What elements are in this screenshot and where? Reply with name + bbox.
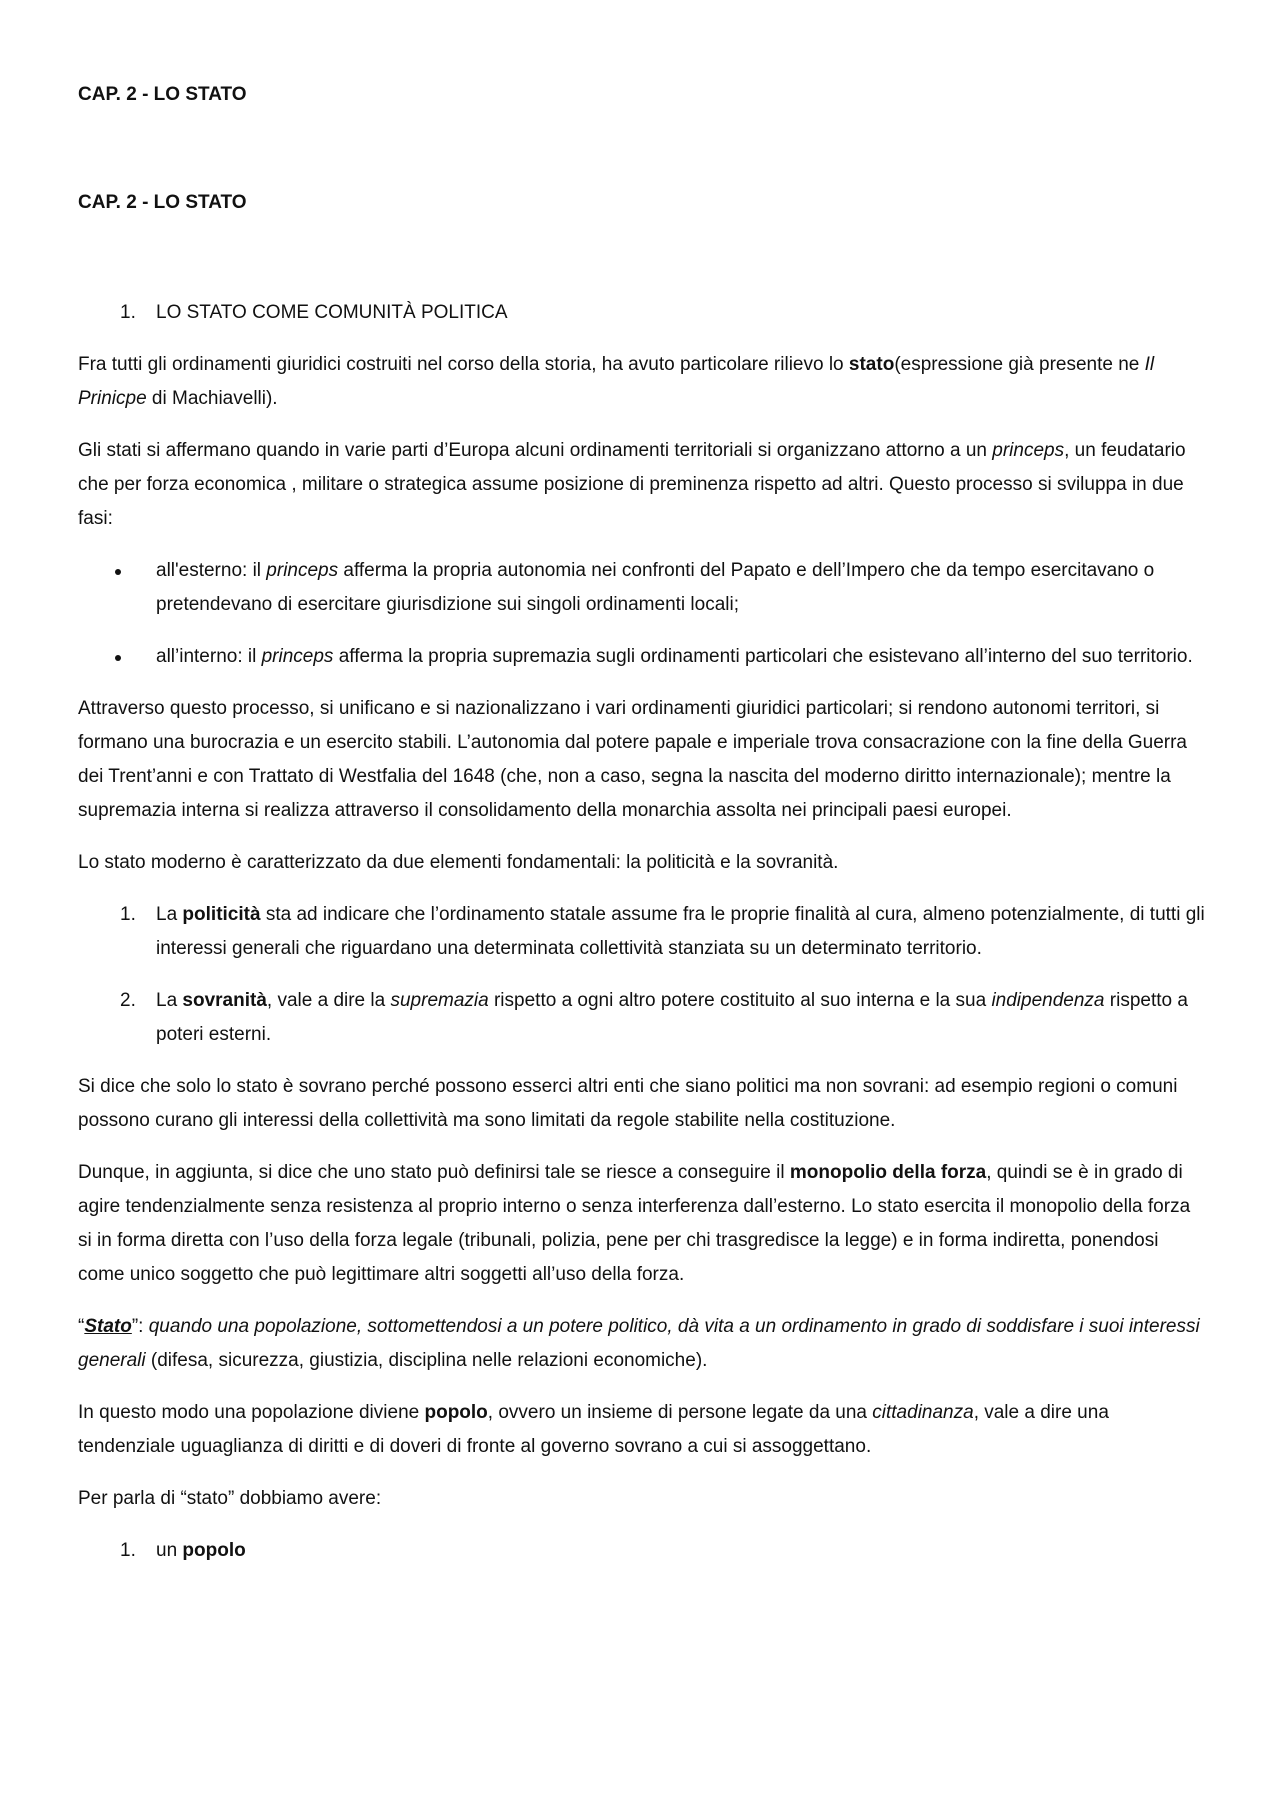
bullet-item: all’interno: il princeps afferma la propria supremazia sugli ordinamenti particolari che esistevano all’interno del suo territorio. [78,640,1208,674]
paragraph-people: In questo modo una popolazione diviene popolo, ovvero un insieme di persone legate da una cittadinanza, vale a dire una tendenziale uguaglianza di diritti e di doveri di fronte al governo sovrano a cui si assoggettano. [78,1402,1109,1457]
bullet-icon [115,569,121,575]
section-heading [78,296,1208,330]
item-number: 2. [120,990,136,1011]
section-title: LO STATO COME COMUNITÀ POLITICA [156,302,508,323]
item-number: 1. [120,1540,136,1561]
numbered-item: 2. La sovranità, vale a dire la supremazia rispetto a ogni altro potere costituito al suo interna e la sua indipendenza rispetto a poteri esterni. [78,984,1208,1052]
bullet-icon [115,655,121,661]
paragraph-process: Attraverso questo processo, si unificano e si nazionalizzano i vari ordinamenti giuridici particolari; si rendono autonomi territori, si formano una burocrazia e un esercito stabili. L’autonomia dal potere papale e imperiale trova consacrazione con la fine della Guerra dei Trent’anni e con Trattato di Westfalia del 1648 (che, non a caso, segna la nascita del moderno diritto internazionale); mentre la supremazia interna si realizza attraverso il consolidamento della monarchia assolta nei principali paesi europei. [78,698,1187,821]
document-page [78,78,1208,1568]
paragraph-definition: “Stato”: quando una popolazione, sottomettendosi a un potere politico, dà vita a un ordinamento in grado di soddisfare i suoi interessi generali (difesa, sicurezza, giustizia, disciplina nelle relazioni economiche). [78,1316,1200,1371]
numbered-item: 1. un popolo [78,1534,1208,1568]
paragraph-sovereignty: Si dice che solo lo stato è sovrano perché possono esserci altri enti che siano politici ma non sovrani: ad esempio regioni o comuni possono curano gli interessi della collettività ma sono limitati da regole stabilite nella costituzione. [78,1076,1178,1131]
paragraph-elements: Lo stato moderno è caratterizzato da due elementi fondamentali: la politicità e la sovranità. [78,852,839,873]
section-number: 1. [120,302,136,323]
bullet-item: all'esterno: il princeps afferma la propria autonomia nei confronti del Papato e dell’Impero che da tempo esercitavano o pretendevano di esercitare giurisdizione sui singoli ordinamenti locali; [78,554,1208,622]
paragraph-formation: Gli stati si affermano quando in varie parti d’Europa alcuni ordinamenti territoriali si organizzano attorno a un princeps, un feudatario che per forza economica , militare o strategica assume posizione di preminenza rispetto ad altri. Questo processo si sviluppa in due fasi: [78,440,1186,529]
numbered-item: 1. La politicità sta ad indicare che l’ordinamento statale assume fra le proprie finalità al cura, almeno potenzialmente, di tutti gli interessi generali che riguardano una determinata collettività stanziata su un determinato territorio. [78,898,1208,966]
paragraph-monopoly: Dunque, in aggiunta, si dice che uno stato può definirsi tale se riesce a conseguire il monopolio della forza, quindi se è in grado di agire tendenzialmente senza resistenza al proprio interno o senza interferenza dall’esterno. Lo stato esercita il monopolio della forza si in forma diretta con l’uso della forza legale (tribunali, polizia, pene per chi trasgredisce la legge) e in forma indiretta, ponendosi come unico soggetto che può legittimare altri soggetti all’uso della forza. [78,1162,1191,1285]
chapter-heading-repeat: CAP. 2 - LO STATO [78,192,247,213]
paragraph-intro: Fra tutti gli ordinamenti giuridici costruiti nel corso della storia, ha avuto particolare rilievo lo stato(espressione già presente ne Il Prinicpe di Machiavelli). [78,354,1155,409]
item-number: 1. [120,904,136,925]
paragraph-requirements: Per parla di “stato” dobbiamo avere: [78,1488,382,1509]
chapter-heading: CAP. 2 - LO STATO [78,84,247,105]
